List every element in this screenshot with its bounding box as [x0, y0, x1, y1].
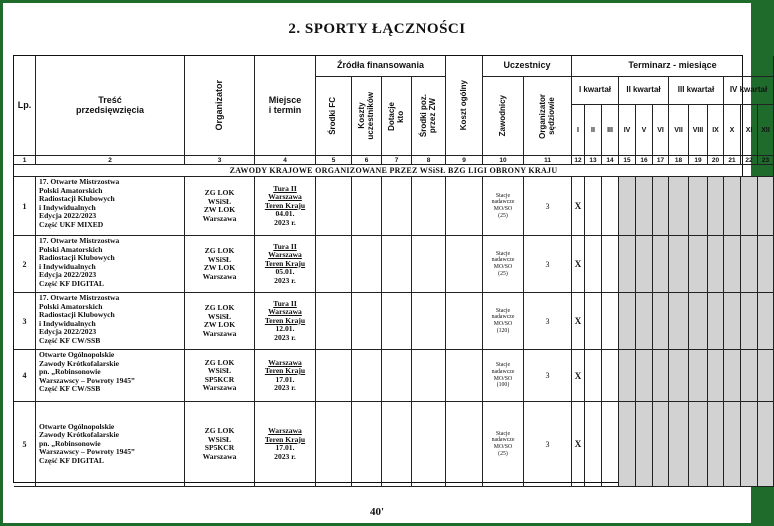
month-header: V — [636, 105, 653, 156]
header-organizator-label: Organizator — [213, 80, 224, 131]
column-number: 13 — [585, 156, 602, 165]
column-number: 6 — [352, 156, 382, 165]
header-srodki-poz-label: Środki poz. przez ZW — [418, 94, 437, 138]
column-number: 8 — [412, 156, 446, 165]
header-uczestnicy: Uczestnicy — [483, 56, 572, 77]
column-number: 3 — [185, 156, 255, 165]
column-number: 11 — [524, 156, 572, 165]
place-name: Tura II Warszawa Teren Kraju — [264, 241, 306, 268]
header-kwartal-4: IV kwartał — [724, 77, 774, 105]
page-number: 40' — [369, 506, 385, 518]
column-number: 21 — [724, 156, 741, 165]
header-kwartal-3: III kwartał — [669, 77, 724, 105]
event-date: 17.01. 2023 r. — [274, 374, 296, 392]
participants: Stacje nadawcze MO/SO (25) — [483, 236, 524, 293]
place-and-date — [255, 402, 316, 487]
column-number: 10 — [483, 156, 524, 165]
header-miejsce: Miejsce i termin — [255, 56, 316, 156]
month-header: VIII — [689, 105, 708, 156]
header-srodki-fc-label: Środki FC — [328, 97, 338, 135]
column-number: 1 — [14, 156, 36, 165]
row-number: 1 — [14, 177, 36, 236]
header-tresc: Treść przedsięwzięcia — [36, 56, 185, 156]
month-header: II — [585, 105, 602, 156]
month-header: IV — [619, 105, 636, 156]
place-and-date — [255, 350, 316, 402]
row-number: 5 — [14, 402, 36, 487]
referees-count: 3 — [524, 236, 572, 293]
place-and-date — [255, 236, 316, 293]
event-date: 17.01. 2023 r. — [274, 443, 296, 461]
header-koszty — [352, 77, 382, 156]
header-zrodla: Źródła finansowania — [316, 56, 446, 77]
header-zawodnicy-label: Zawodnicy — [497, 95, 507, 137]
column-number: 5 — [316, 156, 352, 165]
column-number: 14 — [602, 156, 619, 165]
column-number: 18 — [669, 156, 689, 165]
referees-count: 3 — [524, 293, 572, 350]
header-org-sedziowie — [524, 77, 572, 156]
header-zawodnicy — [483, 77, 524, 156]
header-dotacje-label: Dotacje kto — [386, 101, 405, 131]
header-lp: Lp. — [14, 56, 36, 156]
event-description: Otwarte Ogólnopolskie Zawody Krótkofalarskie pn. „Robinsonowie Warszawscy – Powroty 1945” Część KF DIGITAL — [36, 402, 185, 487]
events-table — [13, 55, 770, 483]
column-number: 16 — [636, 156, 653, 165]
column-number: 23 — [758, 156, 774, 165]
organizer: ZG LOK WSiSŁ SP5KCR Warszawa — [185, 350, 255, 402]
header-kwartal-1: I kwartał — [572, 77, 619, 105]
column-number: 17 — [653, 156, 669, 165]
month-mark: X — [572, 236, 585, 293]
organizer: ZG LOK WSiSŁ ZW LOK Warszawa — [185, 236, 255, 293]
place-name: Warszawa Teren Kraju — [264, 426, 306, 444]
header-kwartal-2: II kwartał — [619, 77, 669, 105]
participants: Stacje nadawcze MO/SO (120) — [483, 293, 524, 350]
place-name: Tura II Warszawa Teren Kraju — [264, 298, 306, 325]
month-header: III — [602, 105, 619, 156]
month-mark: X — [572, 177, 585, 236]
participants: Stacje nadawcze MO/SO (25) — [483, 177, 524, 236]
participants: Stacje nadawcze MO/SO (25) — [483, 402, 524, 487]
column-number: 9 — [446, 156, 483, 165]
event-description: 17. Otwarte Mistrzostwa Polski Amatorskich Radiostacji Klubowych i Indywidualnych Edycja 2022/2023 Część KF CW/SSB — [36, 293, 185, 350]
place-and-date — [255, 177, 316, 236]
header-dotacje — [382, 77, 412, 156]
row-number: 3 — [14, 293, 36, 350]
event-date: 04.01. 2023 r. — [274, 209, 296, 227]
row-number: 2 — [14, 236, 36, 293]
header-koszty-label: Koszty uczestników — [356, 92, 375, 140]
organizer: ZG LOK WSiSŁ ZW LOK Warszawa — [185, 177, 255, 236]
month-header: VI — [653, 105, 669, 156]
header-organizator — [185, 56, 255, 156]
column-number: 22 — [741, 156, 758, 165]
month-mark: X — [572, 293, 585, 350]
organizer: ZG LOK WSiSŁ ZW LOK Warszawa — [185, 293, 255, 350]
header-srodki-poz — [412, 77, 446, 156]
month-header: X — [724, 105, 741, 156]
place-name: Warszawa Teren Kraju — [264, 357, 306, 375]
place-name: Tura II Warszawa Teren Kraju — [264, 183, 306, 210]
referees-count: 3 — [524, 350, 572, 402]
event-date: 12.01. 2023 r. — [274, 324, 296, 342]
organizer: ZG LOK WSiSŁ SP5KCR Warszawa — [185, 402, 255, 487]
document-page — [3, 3, 770, 523]
column-number: 20 — [708, 156, 724, 165]
column-number: 2 — [36, 156, 185, 165]
column-number: 12 — [572, 156, 585, 165]
column-number: 7 — [382, 156, 412, 165]
header-srodki-fc — [316, 77, 352, 156]
header-koszt-ogolny-label: Koszt ogólny — [458, 80, 468, 131]
header-terminarz: Terminarz - miesiące — [572, 56, 774, 77]
month-mark: X — [572, 350, 585, 402]
referees-count: 3 — [524, 402, 572, 487]
month-header: I — [572, 105, 585, 156]
participants: Stacje nadawcze MO/SO (100) — [483, 350, 524, 402]
month-header: XII — [758, 105, 774, 156]
event-description: 17. Otwarte Mistrzostwa Polski Amatorskich Radiostacji Klubowych i Indywidualnych Edycja 2022/2023 Część KF DIGITAL — [36, 236, 185, 293]
month-mark: X — [572, 402, 585, 487]
page-title: 2. SPORTY ŁĄCZNOŚCI — [288, 21, 466, 37]
column-number: 4 — [255, 156, 316, 165]
section-title: ZAWODY KRAJOWE ORGANIZOWANE PRZEZ WSiSŁ BZG LIGI OBRONY KRAJU — [14, 165, 774, 177]
header-org-sedziowie-label: Organizator sędziowie — [537, 93, 556, 139]
month-header: XI — [741, 105, 758, 156]
event-description: 17. Otwarte Mistrzostwa Polski Amatorskich Radiostacji Klubowych i Indywidualnych Edycja 2022/2023 Część UKF MIXED — [36, 177, 185, 236]
month-header: VII — [669, 105, 689, 156]
referees-count: 3 — [524, 177, 572, 236]
place-and-date — [255, 293, 316, 350]
month-header: IX — [708, 105, 724, 156]
row-number: 4 — [14, 350, 36, 402]
header-koszt-ogolny — [446, 56, 483, 156]
event-date: 05.01. 2023 r. — [274, 267, 296, 285]
column-number: 15 — [619, 156, 636, 165]
column-number: 19 — [689, 156, 708, 165]
event-description: Otwarte Ogólnopolskie Zawody Krótkofalarskie pn. „Robinsonowie Warszawscy – Powroty 1945” Część KF CW/SSB — [36, 350, 185, 402]
